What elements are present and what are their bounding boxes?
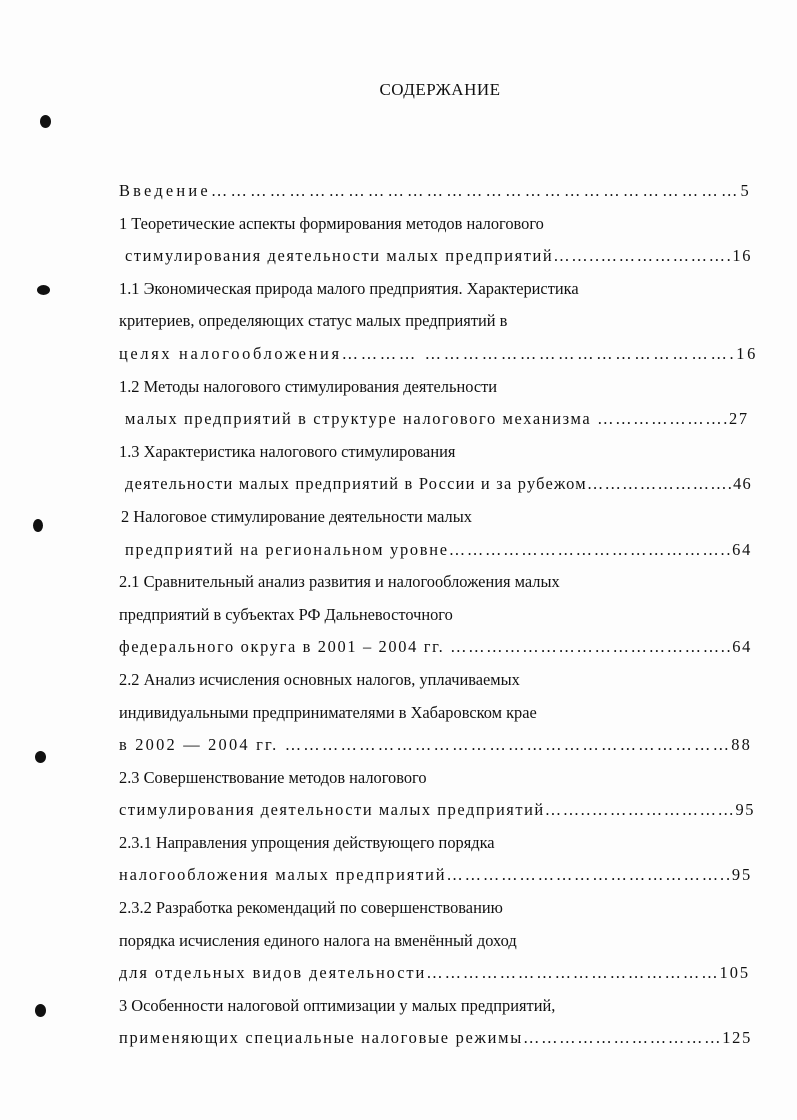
scan-blot-mark xyxy=(37,285,50,295)
toc-line: критериев, определяющих статус малых предприятий в xyxy=(119,311,508,331)
toc-line: предприятий на региональном уровне………………………………………..64 xyxy=(125,539,753,559)
toc-line: малых предприятий в структуре налогового механизма ………………….27 xyxy=(125,409,749,429)
page-title: СОДЕРЖАНИЕ xyxy=(379,80,501,99)
toc-line: 2.3 Совершенствование методов налогового xyxy=(119,767,427,787)
scan-blot-mark xyxy=(35,1004,46,1017)
toc-line: 1.1 Экономическая природа малого предприятия. Характеристика xyxy=(119,278,579,298)
toc-line: 1 Теоретические аспекты формирования методов налогового xyxy=(119,213,544,233)
toc-line: 2.3.1 Направления упрощения действующего порядка xyxy=(119,832,495,852)
toc-line: 2.2 Анализ исчисления основных налогов, уплачиваемых xyxy=(119,669,520,689)
toc-line: деятельности малых предприятий в России и за рубежом…………………….46 xyxy=(125,474,752,494)
table-of-contents xyxy=(119,175,759,1055)
toc-line: стимулирования деятельности малых предприятий……..……………………95 xyxy=(119,800,755,820)
toc-line: целях налогообложения………… ………………………………………….16 xyxy=(119,343,759,363)
toc-line: 2 Налоговое стимулирование деятельности малых xyxy=(121,506,472,526)
toc-line: предприятий в субъектах РФ Дальневосточного xyxy=(119,604,453,624)
toc-line: порядка исчисления единого налога на вменённый доход xyxy=(119,930,517,950)
toc-line: 3 Особенности налоговой оптимизации у малых предприятий, xyxy=(119,995,556,1015)
scan-blot-mark xyxy=(33,519,43,532)
toc-line: 1.2 Методы налогового стимулирования деятельности xyxy=(119,376,498,396)
toc-line: в 2002 — 2004 гг. ………………………………………………………………88 xyxy=(119,735,753,755)
toc-line: налогообложения малых предприятий………………………………………..95 xyxy=(119,865,752,885)
toc-line: стимулирования деятельности малых предприятий……..………………….16 xyxy=(125,246,753,266)
toc-line: для отдельных видов деятельности…………………………………………105 xyxy=(119,963,750,983)
scan-blot-mark xyxy=(40,115,51,128)
toc-line: 2.3.2 Разработка рекомендаций по совершенствованию xyxy=(119,898,503,918)
toc-line: 1.3 Характеристика налогового стимулирования xyxy=(119,441,456,461)
toc-line: 2.1 Сравнительный анализ развития и налогообложения малых xyxy=(119,572,560,592)
toc-line: индивидуальными предпринимателями в Хабаровском крае xyxy=(119,702,537,722)
toc-line: применяющих специальные налоговые режимы……………………………125 xyxy=(119,1028,753,1048)
toc-line: федерального округа в 2001 – 2004 гг. ………………………………………..64 xyxy=(119,637,752,657)
toc-line: Введение………………………………………………………………………5 xyxy=(119,181,752,200)
scan-blot-mark xyxy=(35,751,46,763)
